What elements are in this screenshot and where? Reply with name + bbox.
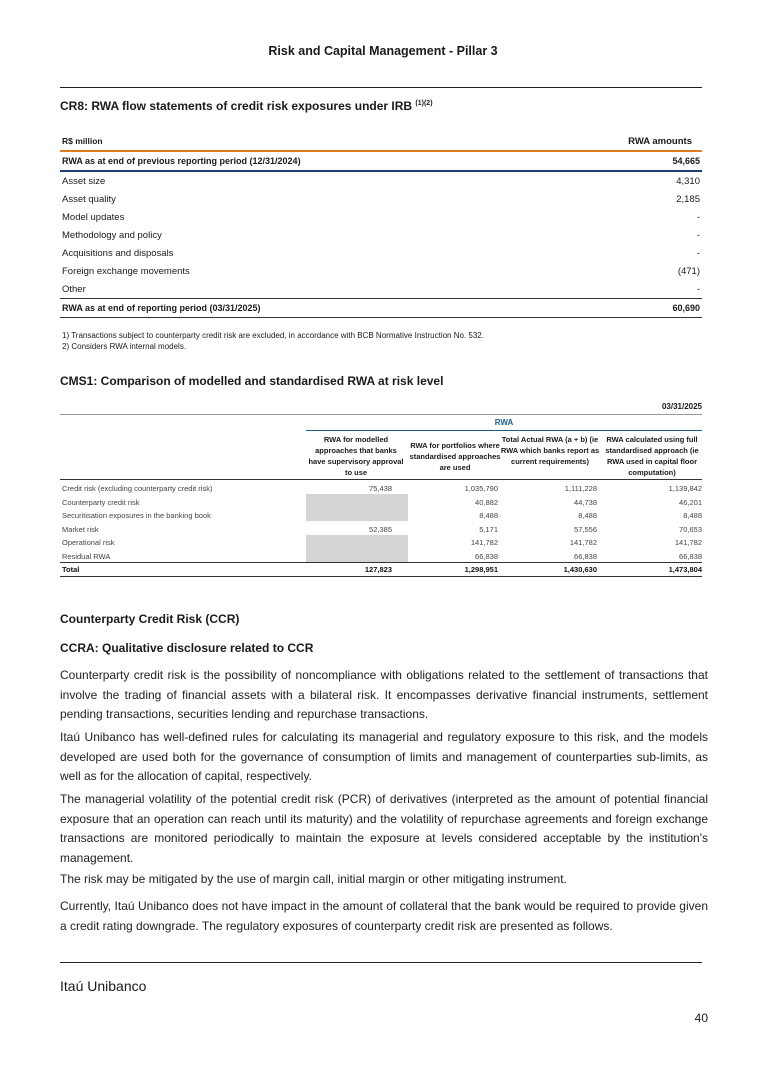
cell-d: 1,139,842 [668,484,702,493]
cr8-header-row [60,132,702,150]
cr8-note-2: 2) Considers RWA internal models. [62,342,187,351]
cr8-closing-label: RWA as at end of reporting period (03/31/2025) [62,303,261,313]
table-row [60,262,702,280]
cell-b: 141,782 [470,538,498,547]
row-label: Asset quality [62,194,116,205]
cr8-title-text: CR8: RWA flow statements of credit risk exposures under IRB [60,99,413,113]
cell-b: 1,298,951 [464,565,498,574]
row-label: Other [62,284,86,295]
row-value: (471) [677,266,700,277]
cms1-col-c-header: Total Actual RWA (a + b) (ie RWA which banks report as current requirements) [500,435,600,466]
cell-b: 1,035,790 [464,484,498,493]
cell-c: 8,488 [578,511,597,520]
cms1-col-d-header: RWA calculated using full standardised approach (ie RWA used in capital floor computation) [605,435,699,477]
cell-d: 8,488 [683,511,702,520]
cell-d: 46,201 [679,497,702,507]
table-row [60,549,702,563]
cell-a: 127,823 [364,565,392,574]
cr8-title-footnote-ref: (1)(2) [415,100,433,107]
row-label: Market risk [62,524,99,534]
cms1-date: 03/31/2025 [661,402,702,411]
row-value: - [696,230,700,241]
cms1-top-rule [60,414,702,415]
cr8-opening-value: 54,665 [672,156,700,166]
row-label: Asset size [62,176,106,187]
ccr-paragraph-2: Itaú Unibanco has well-defined rules for calculating its managerial and regulatory exposure to this risk, and the models developed are used both for the governance of consumption of limits and management of counterparties sub-limits, as well as for the allocation of capital, respectively. [60,730,708,783]
table-row [60,522,702,536]
row-label: Total [62,565,80,574]
cr8-col-units: R$ million [62,136,103,146]
cms1-title: CMS1: Comparison of modelled and standardised RWA at risk level [60,374,444,388]
row-value: - [696,212,700,223]
cell-c: 66,838 [574,551,597,561]
ccr-paragraph-3: The managerial volatility of the potential credit risk (PCR) of derivatives (interpreted as the amount of potential financial exposure that an operation can reach until its maturity) and the volatility of repurchase agreements and foreign exchange transactions are monitored periodically to maintain the exposure at levels considered acceptable by the institution's management. [60,792,708,865]
row-label: Residual RWA [62,551,111,561]
cell-d: 1,473,804 [668,565,702,574]
cr8-bottom-rule [60,317,702,318]
cell-a: 75,438 [369,484,392,493]
row-label: Model updates [62,212,125,223]
cms1-rwa-band: RWA [494,418,514,427]
row-label: Methodology and policy [62,230,162,241]
table-row [60,280,702,298]
row-label: Securitisation exposures in the banking book [62,511,211,520]
ccr-paragraph-5: Currently, Itaú Unibanco does not have impact in the amount of collateral that the bank would be required to provide given a credit rating downgrade. The regulatory exposures of counterparty credit risk are presented as follows. [60,899,708,933]
header-divider [60,87,702,88]
cr8-note-1: 1) Transactions subject to counterparty credit risk are excluded, in accordance with BCB Normative Instruction No. 532. [62,331,484,340]
table-row [60,190,702,208]
row-label: Operational risk [62,538,115,547]
cell-d: 66,838 [679,551,702,561]
cms1-total-row [60,562,702,576]
table-row [60,481,702,495]
cell-b: 66,838 [475,551,498,561]
cell-d: 141,782 [674,538,702,547]
ccr-section-title: Counterparty Credit Risk (CCR) [60,612,240,626]
cell-b: 8,488 [479,511,498,520]
cr8-col-rwa: RWA amounts [628,136,692,147]
ccr-paragraph-4: The risk may be mitigated by the use of margin call, initial margin or other mitigating instrument. [60,872,567,886]
page-number: 40 [694,1011,708,1025]
cms1-band-rule [306,430,702,431]
row-label: Counterparty credit risk [62,497,140,507]
cell-c: 44,738 [574,497,597,507]
row-label: Foreign exchange movements [62,266,190,277]
table-row [60,508,702,522]
table-row [60,172,702,190]
cms1-bottom-rule [60,576,702,577]
row-label: Credit risk (excluding counterparty credit risk) [62,484,213,493]
row-value: - [696,248,700,259]
cell-c: 57,556 [574,524,597,534]
cell-b: 5,171 [479,524,498,534]
row-value: 2,185 [676,194,700,205]
cell-c: 1,111,228 [564,484,597,493]
row-label: Acquisitions and disposals [62,248,174,259]
cms1-col-a-header: RWA for modelled approaches that banks have supervisory approval to use [308,435,404,477]
table-row [60,244,702,262]
cell-c: 141,782 [569,538,597,547]
cell-a: 52,385 [369,524,392,534]
table-row [60,208,702,226]
cr8-opening-label: RWA as at end of previous reporting period (12/31/2024) [62,156,301,166]
table-row [60,226,702,244]
cr8-title [60,99,433,113]
row-value: - [696,284,700,295]
footer-brand: Itaú Unibanco [60,978,147,994]
cr8-table [60,132,702,318]
cell-d: 70,653 [679,524,702,534]
cr8-opening-row [60,152,702,170]
cr8-closing-row [60,299,702,317]
cell-c: 1,430,630 [563,565,597,574]
table-row [60,535,702,549]
cr8-closing-value: 60,690 [672,303,700,313]
row-value: 4,310 [676,176,700,187]
cell-b: 40,882 [475,497,498,507]
cms1-header-rule [60,479,702,480]
cr8-notes [62,330,484,352]
cms1-col-b-header: RWA for portfolios where standardised approaches are used [409,441,501,472]
ccr-subsection-title: CCRA: Qualitative disclosure related to CCR [60,641,314,655]
ccr-paragraph-1: Counterparty credit risk is the possibility of noncompliance with obligations related to the settlement of transactions that involve the trading of financial assets with a bilateral risk. It encompasses derivative financial instruments, settlement pending transactions, securities lending and repurchase transactions. [60,668,708,721]
footer-divider [60,962,702,963]
page-header-title: Risk and Capital Management - Pillar 3 [268,44,498,58]
table-row [60,495,702,509]
